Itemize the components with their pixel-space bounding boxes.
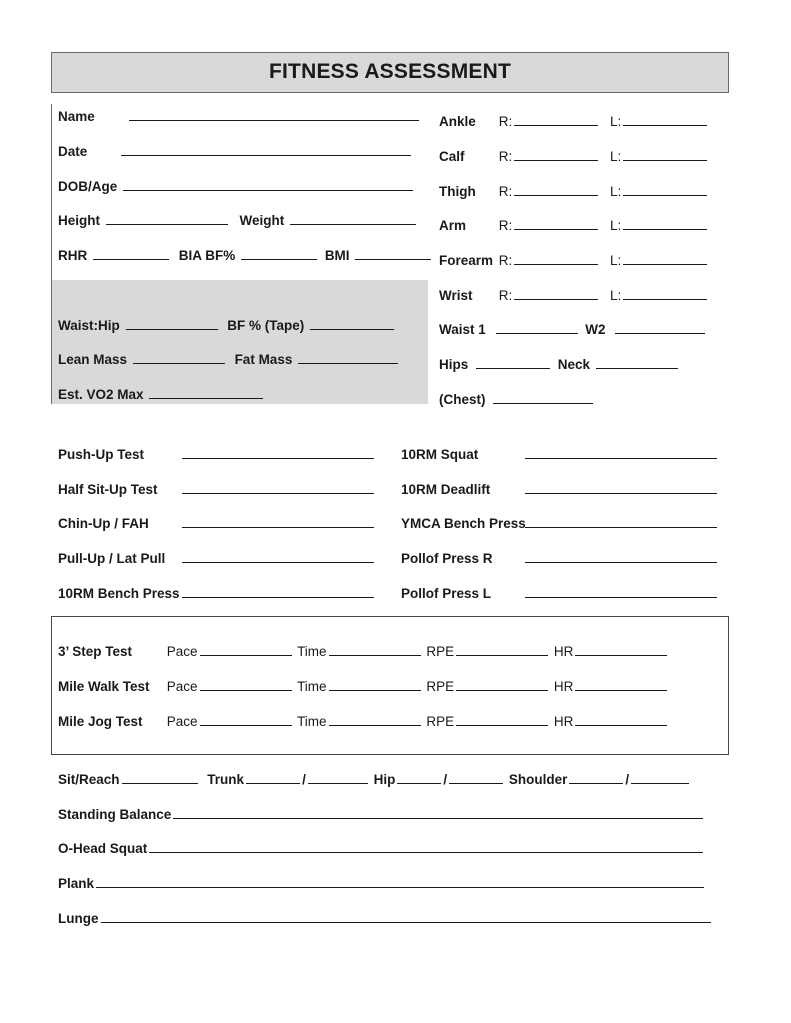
time-label: Time xyxy=(297,644,327,659)
weight-label: Weight xyxy=(239,213,285,228)
jog-pace-field[interactable] xyxy=(200,712,292,726)
strength-row xyxy=(401,584,719,602)
right-label: R: xyxy=(498,288,513,303)
date-label: Date xyxy=(58,144,88,159)
lunge-row xyxy=(58,909,713,927)
ohead-squat-field[interactable] xyxy=(149,839,703,853)
sit-reach-label: Sit/Reach xyxy=(58,772,120,787)
pollof-l-label: Pollof Press L xyxy=(401,586,492,601)
lean-mass-field[interactable] xyxy=(133,350,225,364)
height-weight-row xyxy=(58,211,418,229)
ymca-field[interactable] xyxy=(525,514,717,528)
plank-label: Plank xyxy=(58,876,95,891)
forearm-left-field[interactable] xyxy=(623,251,707,265)
pullup-field[interactable] xyxy=(182,549,374,563)
bench-field[interactable] xyxy=(182,584,374,598)
walk-hr-field[interactable] xyxy=(575,677,667,691)
bmi-label: BMI xyxy=(324,248,350,263)
w2-field[interactable] xyxy=(615,320,705,334)
right-label: R: xyxy=(498,149,513,164)
fat-mass-label: Fat Mass xyxy=(234,352,293,367)
step-pace-field[interactable] xyxy=(200,642,292,656)
rhr-label: RHR xyxy=(58,248,88,263)
shoulder-field-b[interactable] xyxy=(631,770,689,784)
deadlift-field[interactable] xyxy=(525,480,717,494)
girth-row-forearm xyxy=(439,251,709,269)
weight-field[interactable] xyxy=(290,211,416,225)
trunk-label: Trunk xyxy=(207,772,245,787)
pullup-label: Pull-Up / Lat Pull xyxy=(58,551,166,566)
neck-field[interactable] xyxy=(596,355,678,369)
trunk-field-b[interactable] xyxy=(308,770,368,784)
calf-label: Calf xyxy=(439,149,465,164)
step-rpe-field[interactable] xyxy=(456,642,548,656)
halfsitup-label: Half Sit-Up Test xyxy=(58,482,158,497)
vo2-label: Est. VO2 Max xyxy=(58,387,144,402)
bia-bf-field[interactable] xyxy=(241,246,317,260)
slash-separator: / xyxy=(443,772,448,787)
jog-time-field[interactable] xyxy=(329,712,421,726)
neck-label: Neck xyxy=(557,357,591,372)
chinup-field[interactable] xyxy=(182,514,374,528)
deadlift-label: 10RM Deadlift xyxy=(401,482,491,497)
hr-label: HR xyxy=(553,679,574,694)
hip-field-b[interactable] xyxy=(449,770,503,784)
dob-age-row xyxy=(58,177,415,195)
name-label: Name xyxy=(58,109,95,124)
date-field[interactable] xyxy=(121,142,411,156)
strength-row xyxy=(401,514,719,532)
ankle-left-field[interactable] xyxy=(623,112,707,126)
jog-test-label: Mile Jog Test xyxy=(58,714,143,729)
girth-row-wrist xyxy=(439,286,709,304)
trunk-field-a[interactable] xyxy=(246,770,300,784)
strength-row xyxy=(401,480,719,498)
arm-label: Arm xyxy=(439,218,467,233)
chest-row xyxy=(439,390,595,408)
height-label: Height xyxy=(58,213,100,228)
slash-separator: / xyxy=(625,772,630,787)
step-test-label: 3’ Step Test xyxy=(58,644,133,659)
ohead-squat-label: O-Head Squat xyxy=(58,841,148,856)
strength-row xyxy=(58,445,376,463)
strength-row xyxy=(58,549,376,567)
rpe-label: RPE xyxy=(426,679,455,694)
girth-row-arm xyxy=(439,216,709,234)
jog-hr-field[interactable] xyxy=(575,712,667,726)
walk-test-label: Mile Walk Test xyxy=(58,679,150,694)
pollof-r-label: Pollof Press R xyxy=(401,551,493,566)
hr-label: HR xyxy=(553,644,574,659)
vo2-row xyxy=(58,385,265,403)
walk-pace-field[interactable] xyxy=(200,677,292,691)
slash-separator: / xyxy=(302,772,306,787)
left-label: L: xyxy=(610,253,622,268)
pace-label: Pace xyxy=(166,679,198,694)
hip-field-a[interactable] xyxy=(397,770,441,784)
hips-neck-row xyxy=(439,355,680,373)
halfsitup-field[interactable] xyxy=(182,480,374,494)
name-field[interactable] xyxy=(129,107,419,121)
fat-mass-field[interactable] xyxy=(298,350,398,364)
w2-label: W2 xyxy=(585,322,606,337)
dob-age-label: DOB/Age xyxy=(58,179,118,194)
balance-row xyxy=(58,805,705,823)
right-label: R: xyxy=(498,253,513,268)
bf-tape-label: BF % (Tape) xyxy=(227,318,305,333)
standing-balance-label: Standing Balance xyxy=(58,807,172,822)
sit-reach-field[interactable] xyxy=(122,770,198,784)
pollof-l-field[interactable] xyxy=(525,584,717,598)
ymca-label: YMCA Bench Press xyxy=(401,516,526,531)
bia-bf-label: BIA BF% xyxy=(178,248,236,263)
name-row xyxy=(58,107,421,125)
title-banner xyxy=(51,52,729,93)
ankle-label: Ankle xyxy=(439,114,476,129)
ohead-squat-row xyxy=(58,839,705,857)
strength-row xyxy=(58,514,376,532)
chest-label: (Chest) xyxy=(439,392,486,407)
pollof-r-field[interactable] xyxy=(525,549,717,563)
wrist-label: Wrist xyxy=(439,288,473,303)
wrist-right-field[interactable] xyxy=(514,286,598,300)
walk-rpe-field[interactable] xyxy=(456,677,548,691)
pushup-label: Push-Up Test xyxy=(58,447,145,462)
standing-balance-field[interactable] xyxy=(173,805,703,819)
calf-right-field[interactable] xyxy=(514,147,598,161)
strength-row xyxy=(58,480,376,498)
forearm-right-field[interactable] xyxy=(514,251,598,265)
thigh-label: Thigh xyxy=(439,184,476,199)
squat-label: 10RM Squat xyxy=(401,447,479,462)
chinup-label: Chin-Up / FAH xyxy=(58,516,149,531)
girth-row-ankle xyxy=(439,112,709,130)
shoulder-field-a[interactable] xyxy=(569,770,623,784)
hips-label: Hips xyxy=(439,357,469,372)
lunge-label: Lunge xyxy=(58,911,99,926)
waist-hip-field[interactable] xyxy=(126,316,218,330)
hips-field[interactable] xyxy=(476,355,550,369)
ankle-right-field[interactable] xyxy=(514,112,598,126)
bf-tape-field[interactable] xyxy=(310,316,394,330)
hr-label: HR xyxy=(553,714,574,729)
wrist-left-field[interactable] xyxy=(623,286,707,300)
cardio-row xyxy=(58,642,669,660)
rhr-field[interactable] xyxy=(93,246,169,260)
dob-age-field[interactable] xyxy=(123,177,413,191)
strength-row xyxy=(401,549,719,567)
forearm-label: Forearm xyxy=(439,253,494,268)
pushup-field[interactable] xyxy=(182,445,374,459)
vo2-field[interactable] xyxy=(149,385,263,399)
squat-field[interactable] xyxy=(525,445,717,459)
date-row xyxy=(58,142,413,160)
left-label: L: xyxy=(610,114,622,129)
right-label: R: xyxy=(498,218,513,233)
girth-row-thigh xyxy=(439,182,709,200)
waist1-label: Waist 1 xyxy=(439,322,486,337)
mass-row xyxy=(58,350,400,368)
hip-label: Hip xyxy=(373,772,396,787)
calf-left-field[interactable] xyxy=(623,147,707,161)
flexibility-row xyxy=(58,770,691,788)
thigh-right-field[interactable] xyxy=(514,182,598,196)
walk-time-field[interactable] xyxy=(329,677,421,691)
arm-right-field[interactable] xyxy=(514,216,598,230)
jog-rpe-field[interactable] xyxy=(456,712,548,726)
rhr-row xyxy=(58,246,433,264)
right-label: R: xyxy=(498,184,513,199)
shoulder-label: Shoulder xyxy=(508,772,568,787)
left-label: L: xyxy=(610,218,622,233)
strength-row xyxy=(401,445,719,463)
step-time-field[interactable] xyxy=(329,642,421,656)
pace-label: Pace xyxy=(166,644,198,659)
left-label: L: xyxy=(610,288,622,303)
pace-label: Pace xyxy=(166,714,198,729)
waist1-field[interactable] xyxy=(496,320,578,334)
left-label: L: xyxy=(610,149,622,164)
strength-row xyxy=(58,584,376,602)
waist-row xyxy=(439,320,707,338)
left-label: L: xyxy=(610,184,622,199)
time-label: Time xyxy=(297,679,327,694)
time-label: Time xyxy=(297,714,327,729)
waist-hip-row xyxy=(58,316,396,334)
lunge-field[interactable] xyxy=(101,909,711,923)
right-label: R: xyxy=(498,114,513,129)
cardio-row xyxy=(58,677,669,695)
height-field[interactable] xyxy=(106,211,228,225)
chest-field[interactable] xyxy=(493,390,593,404)
page-title: FITNESS ASSESSMENT xyxy=(268,60,512,83)
waist-hip-label: Waist:Hip xyxy=(58,318,120,333)
cardio-row xyxy=(58,712,669,730)
lean-mass-label: Lean Mass xyxy=(58,352,128,367)
thigh-left-field[interactable] xyxy=(623,182,707,196)
rpe-label: RPE xyxy=(426,714,455,729)
plank-row xyxy=(58,874,706,892)
step-hr-field[interactable] xyxy=(575,642,667,656)
rpe-label: RPE xyxy=(426,644,455,659)
bench-label: 10RM Bench Press xyxy=(58,586,180,601)
plank-field[interactable] xyxy=(96,874,704,888)
bmi-field[interactable] xyxy=(355,246,431,260)
arm-left-field[interactable] xyxy=(623,216,707,230)
girth-row-calf xyxy=(439,147,709,165)
